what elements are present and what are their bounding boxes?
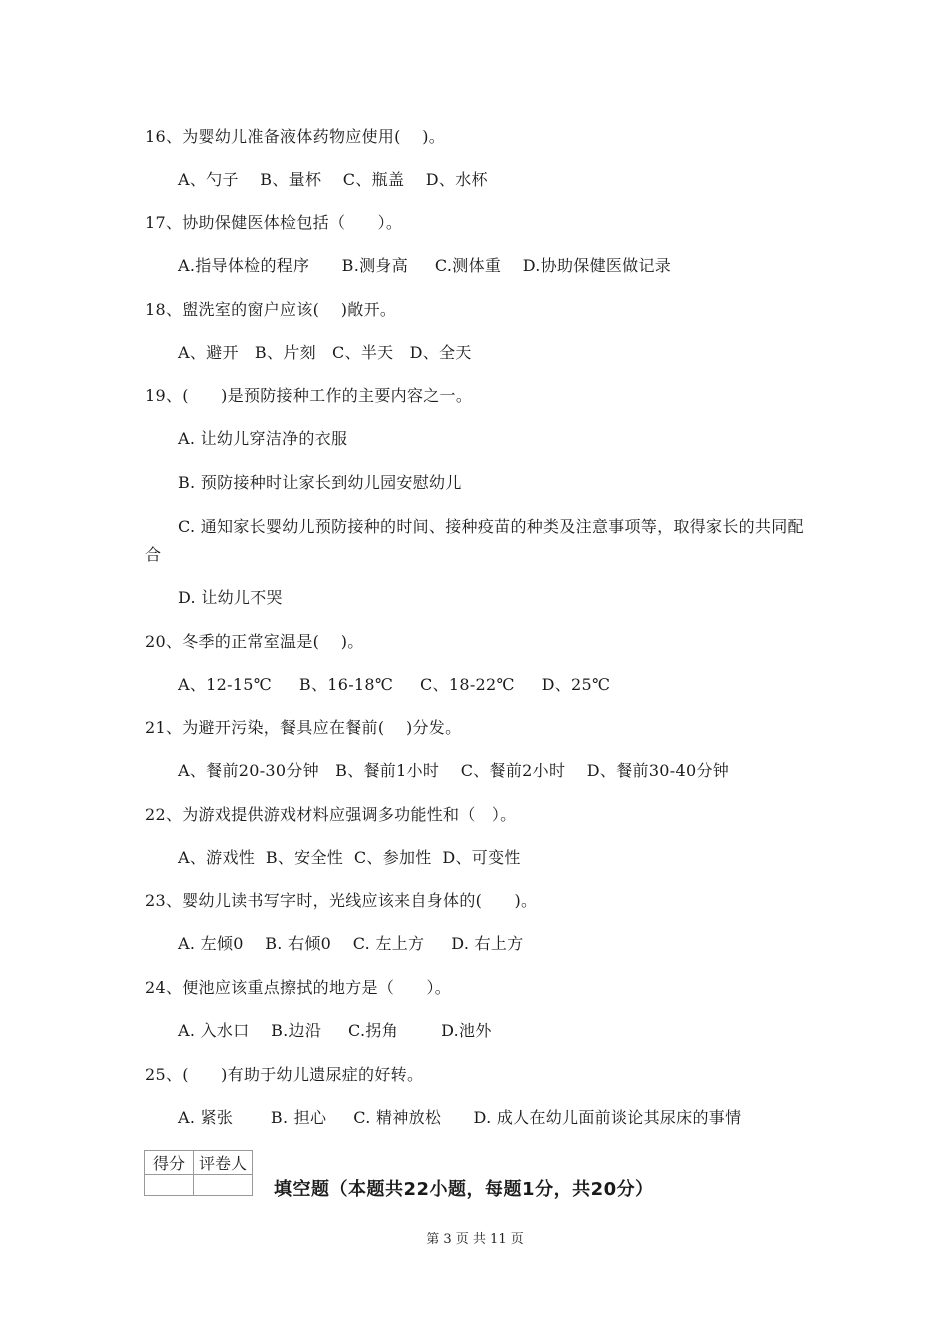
question-24-options: A. 入水口 B.边沿 C.拐角 D.池外 <box>178 1021 492 1040</box>
question-16: 16、为婴幼儿准备液体药物应使用( )。 <box>145 127 446 146</box>
page-footer: 第 3 页 共 11 页 <box>426 1232 524 1247</box>
question-22: 22、为游戏提供游戏材料应强调多功能性和（ ）。 <box>145 805 517 824</box>
question-16-options: A、勺子 B、量杯 C、瓶盖 D、水杯 <box>178 170 488 189</box>
question-20-options: A、12-15℃ B、16-18℃ C、18-22℃ D、25℃ <box>178 675 611 694</box>
question-22-options: A、游戏性 B、安全性 C、参加性 D、可变性 <box>178 848 521 867</box>
section-title: 填空题（本题共22小题，每题1分，共20分） <box>274 1179 654 1200</box>
question-19-option-a: A. 让幼儿穿洁净的衣服 <box>178 429 348 448</box>
score-cell <box>145 1175 194 1196</box>
question-19-option-c: C. 通知家长婴幼儿预防接种的时间、接种疫苗的种类及注意事项等，取得家长的共同配合 <box>145 517 804 564</box>
question-23: 23、婴幼儿读书写字时，光线应该来自身体的( )。 <box>145 891 538 910</box>
question-19-option-b: B. 预防接种时让家长到幼儿园安慰幼儿 <box>178 473 462 492</box>
question-18: 18、盥洗室的窗户应该( )敞开。 <box>145 300 397 319</box>
question-21: 21、为避开污染，餐具应在餐前( )分发。 <box>145 718 462 737</box>
question-25-options: A. 紧张 B. 担心 C. 精神放松 D. 成人在幼儿面前谈论其尿床的事情 <box>178 1108 742 1127</box>
question-24: 24、便池应该重点擦拭的地方是（ ）。 <box>145 978 452 997</box>
score-table <box>144 1150 253 1196</box>
question-18-options: A、避开 B、片刻 C、半天 D、全天 <box>178 343 472 362</box>
question-20: 20、冬季的正常室温是( )。 <box>145 632 364 651</box>
score-header: 得分 <box>145 1151 194 1175</box>
question-21-options: A、餐前20-30分钟 B、餐前1小时 C、餐前2小时 D、餐前30-40分钟 <box>178 761 730 780</box>
question-19: 19、( )是预防接种工作的主要内容之一。 <box>145 386 473 405</box>
question-19-option-d: D. 让幼儿不哭 <box>178 588 283 607</box>
question-25: 25、( )有助于幼儿遗尿症的好转。 <box>145 1065 424 1084</box>
grader-header: 评卷人 <box>194 1151 253 1175</box>
question-23-options: A. 左倾0 B. 右倾0 C. 左上方 D. 右上方 <box>178 934 524 953</box>
question-17: 17、协助保健医体检包括（ ）。 <box>145 213 403 232</box>
question-17-options: A.指导体检的程序 B.测身高 C.测体重 D.协助保健医做记录 <box>178 256 672 275</box>
grader-cell <box>194 1175 253 1196</box>
